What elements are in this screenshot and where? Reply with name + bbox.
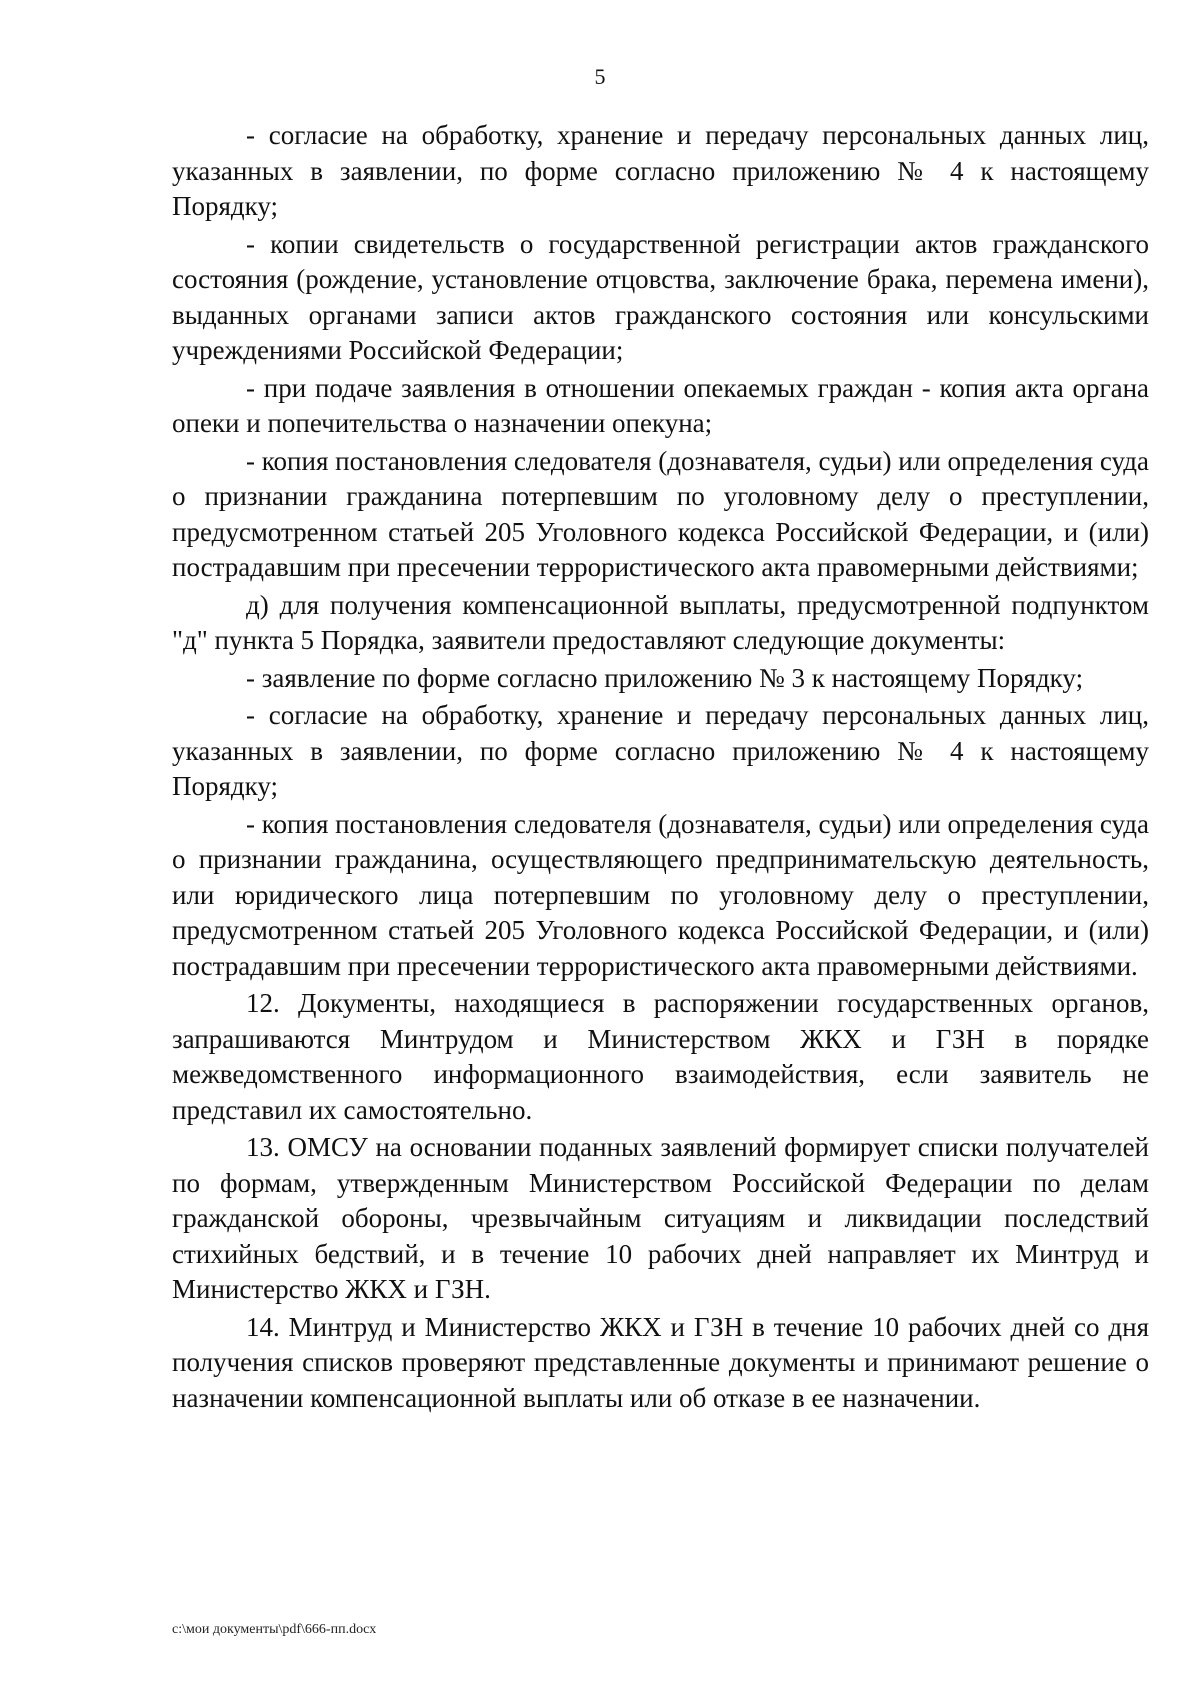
paragraph-item-14: 14. Минтруд и Министерство ЖКХ и ГЗН в течение 10 рабочих дней со дня получения списков проверяют представленные документы и принимают решение о назначении компенсационной выплаты или об отказе в ее назначении. [172, 1311, 1149, 1413]
paragraph-subitem-d: д) для получения компенсационной выплаты, предусмотренной подпунктом "д" пункта 5 Порядка, заявители предоставляют следующие документы: [172, 589, 1149, 655]
document-body [172, 118, 1149, 1418]
paragraph-investigator-resolution-1: - копия постановления следователя (дознавателя, судьи) или определения суда о признании гражданина потерпевшим по уголовному делу о преступлении, предусмотренном статьей 205 Уголовного кодекса Российской Федерации, и (или) пострадавшим при пресечении террористического акта правомерными действиями; [172, 445, 1149, 582]
page-number: 5 [594, 64, 606, 89]
footer-file-path: c:\мои документы\pdf\666-пп.docx [172, 1622, 377, 1637]
paragraph-application-form: - заявление по форме согласно приложению № 3 к настоящему Порядку; [246, 662, 1084, 693]
paragraph-item-12: 12. Документы, находящиеся в распоряжении государственных органов, запрашиваются Минтрудом и Министерством ЖКХ и ГЗН в порядке межведомственного информационного взаимодействия, если заявитель не представил их самостоятельно. [172, 988, 1149, 1125]
paragraph-consent-1: - согласие на обработку, хранение и передачу персональных данных лиц, указанных в заявлении, по форме согласно приложению № 4 к настоящему Порядку; [172, 120, 1149, 221]
paragraph-consent-2: - согласие на обработку, хранение и передачу персональных данных лиц, указанных в заявлении, по форме согласно приложению № 4 к настоящему Порядку; [172, 700, 1149, 801]
paragraph-civil-status-copies: - копии свидетельств о государственной регистрации актов гражданского состояния (рождение, установление отцовства, заключение брака, перемена имени), выданных органами записи актов гражданского состояния или консульскими учреждениями Российской Федерации; [172, 228, 1149, 365]
paragraph-item-13: 13. ОМСУ на основании поданных заявлений формирует списки получателей по формам, утвержденным Министерством Российской Федерации по делам гражданской обороны, чрезвычайным ситуациям и ликвидации последствий стихийных бедствий, и в течение 10 рабочих дней направляет их Минтруд и Министерство ЖКХ и ГЗН. [172, 1132, 1149, 1304]
paragraph-investigator-resolution-2: - копия постановления следователя (дознавателя, судьи) или определения суда о признании гражданина, осуществляющего предпринимательскую деятельность, или юридического лица потерпевшим по уголовному делу о преступлении, предусмотренном статьей 205 Уголовного кодекса Российской Федерации, и (или) пострадавшим при пресечении террористического акта правомерными действиями. [172, 808, 1149, 981]
paragraph-guardianship: - при подаче заявления в отношении опекаемых граждан - копия акта органа опеки и попечительства о назначении опекуна; [172, 372, 1149, 438]
